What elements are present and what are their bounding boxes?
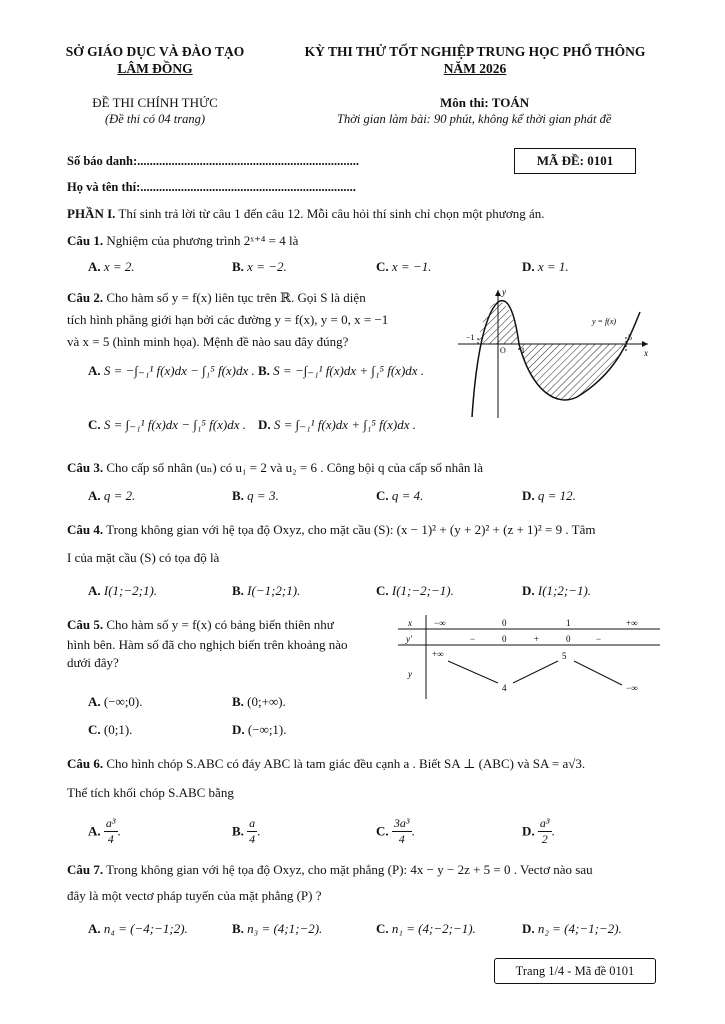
pages-note: (Đề thi có 04 trang): [105, 112, 205, 126]
q7-option-c[interactable]: C. n₁ = (4;−2;−1).: [376, 921, 476, 936]
q7-option-b[interactable]: B. n₃ = (4;1;−2).: [232, 921, 323, 936]
sign-zero-2: 0: [566, 634, 571, 644]
question-6: Câu 6. Cho hình chóp S.ABC có đáy ABC là tam giác đều cạnh a . Biết SA ⊥ (ABC) và SA = a√3.: [67, 756, 586, 771]
sign-3: −: [596, 634, 602, 644]
q6-option-c[interactable]: C. $\frac{\text{3a³}}{4}$ .: [376, 816, 415, 846]
question-7: Câu 7. Trong không gian với hệ tọa độ Oxyz, cho mặt phẳng (P): 4x − y − 2z + 5 = 0 . Vectơ nào sau: [67, 862, 593, 877]
q4-option-c[interactable]: C. I(1;−2;−1).: [376, 583, 454, 598]
q1-option-d[interactable]: D. x = 1.: [522, 259, 569, 274]
q6-option-b[interactable]: B. $\frac{a}{4}$ .: [232, 816, 261, 846]
x-axis-label: x: [644, 348, 648, 358]
tick-1: 1: [521, 346, 525, 355]
candidate-number: Số báo danh:.......................................................................: [67, 154, 360, 168]
sign-2: +: [534, 634, 540, 644]
q2-option-d[interactable]: D. S = ∫₋₁¹ f(x)dx + ∫₁⁵ f(x)dx .: [258, 417, 416, 432]
candidate-name: Họ và tên thí:.....................................................................: [67, 180, 356, 194]
x-val-neg-inf: −∞: [434, 618, 446, 628]
shaded-region-right: [519, 344, 626, 400]
variation-table: [398, 615, 660, 699]
question-2-line2: tích hình phẳng giới hạn bởi các đường y = f(x), y = 0, x = −1: [67, 312, 389, 327]
q4-option-b[interactable]: B. I(−1;2;1).: [232, 583, 301, 598]
q5-option-d[interactable]: D. (−∞;1).: [232, 722, 287, 737]
q5-option-a[interactable]: A. (−∞;0).: [88, 694, 143, 709]
q6-option-d[interactable]: D. $\frac{\text{a³}}{2}$ .: [522, 816, 555, 846]
time-note: Thời gian làm bài: 90 phút, không kể thời gian phát đề: [337, 112, 612, 126]
question-7-line2: đây là một vectơ pháp tuyến của mặt phẳng (P) ?: [67, 888, 322, 903]
q5-option-b[interactable]: B. (0;+∞).: [232, 694, 286, 709]
q1-option-c[interactable]: C. x = −1.: [376, 259, 432, 274]
sign-zero-1: 0: [502, 634, 507, 644]
q7-option-d[interactable]: D. n₂ = (4;−1;−2).: [522, 921, 622, 936]
exam-code-box: MÃ ĐỀ: 0101: [514, 148, 636, 174]
exam-title: KỲ THI THỬ TỐT NGHIỆP TRUNG HỌC PHỔ THÔNG: [304, 44, 646, 59]
q2-option-a[interactable]: A. S = −∫₋₁¹ f(x)dx − ∫₁⁵ f(x)dx .: [88, 363, 255, 378]
q6-option-a[interactable]: A. $\frac{\text{a³}}{4}$ .: [88, 816, 121, 846]
q7-option-a[interactable]: A. n₄ = (−4;−1;2).: [88, 921, 188, 936]
sign-1: −: [470, 634, 476, 644]
question-4-line2: I của mặt cầu (S) có tọa độ là: [67, 550, 220, 565]
question-5-line3: dưới đây?: [67, 655, 119, 670]
q5-option-c[interactable]: C. (0;1).: [88, 722, 133, 737]
q3-option-d[interactable]: D. q = 12.: [522, 488, 576, 503]
q3-option-b[interactable]: B. q = 3.: [232, 488, 279, 503]
y-val-neg-inf: −∞: [626, 683, 638, 693]
table-x-head: x: [408, 618, 412, 628]
tick-origin: O: [500, 346, 506, 355]
tick-minus1: −1: [466, 333, 475, 342]
q2-option-c[interactable]: C. S = ∫₋₁¹ f(x)dx − ∫₁⁵ f(x)dx .: [88, 417, 246, 432]
y-val-pos-inf: +∞: [432, 649, 444, 659]
q4-option-d[interactable]: D. I(1;2;−1).: [522, 583, 592, 598]
department-name: SỞ GIÁO DỤC VÀ ĐÀO TẠO: [65, 44, 245, 59]
subject: Môn thi: TOÁN: [440, 95, 530, 110]
page-footer: Trang 1/4 - Mã đề 0101: [494, 958, 656, 984]
y-axis-label: y: [502, 287, 506, 297]
question-6-line2: Thể tích khối chóp S.ABC bằng: [67, 785, 234, 800]
q1-option-b[interactable]: B. x = −2.: [232, 259, 287, 274]
part1-heading: PHẦN I. Thí sinh trả lời từ câu 1 đến câu 12. Mỗi câu hỏi thí sinh chỉ chọn một phương án.: [67, 206, 545, 221]
question-3: Câu 3. Cho cấp số nhân (uₙ) có u₁ = 2 và u₂ = 6 . Công bội q của cấp số nhân là: [67, 460, 484, 475]
q2-option-b[interactable]: B. S = −∫₋₁¹ f(x)dx + ∫₁⁵ f(x)dx .: [258, 363, 425, 378]
x-val-0: 0: [502, 618, 507, 628]
q3-option-a[interactable]: A. q = 2.: [88, 488, 136, 503]
table-yprime-head: y′: [406, 634, 412, 644]
q4-option-a[interactable]: A. I(1;−2;1).: [88, 583, 158, 598]
question-2: Câu 2. Cho hàm số y = f(x) liên tục trên ℝ. Gọi S là diện: [67, 290, 366, 305]
area-graph: [452, 282, 652, 422]
exam-year: NĂM 2026: [443, 61, 507, 76]
curve-label: y = f(x): [592, 317, 617, 326]
q3-option-c[interactable]: C. q = 4.: [376, 488, 424, 503]
y-val-5: 5: [562, 651, 567, 661]
table-y-head: y: [408, 669, 412, 679]
question-5-line2: hình bên. Hàm số đã cho nghịch biến trên khoảng nào: [67, 637, 348, 652]
department-province: LÂM ĐỒNG: [117, 61, 193, 76]
q1-option-a[interactable]: A. x = 2.: [88, 259, 135, 274]
question-2-line3: và x = 5 (hình minh họa). Mệnh đề nào sau đây đúng?: [67, 334, 349, 349]
y-val-4: 4: [502, 683, 507, 693]
tick-5: 5: [628, 333, 632, 342]
question-4: Câu 4. Trong không gian với hệ tọa độ Oxyz, cho mặt cầu (S): (x − 1)² + (y + 2)² + (z + 1)² = 9 . Tâm: [67, 522, 596, 537]
question-1: Câu 1. Nghiệm của phương trình 2ˣ⁺⁴ = 4 là: [67, 233, 299, 248]
shaded-region-left: [478, 302, 519, 344]
x-val-pos-inf: +∞: [626, 618, 638, 628]
x-val-1: 1: [566, 618, 571, 628]
official-label: ĐỀ THI CHÍNH THỨC: [92, 95, 218, 110]
question-5: Câu 5. Cho hàm số y = f(x) có bảng biến thiên như: [67, 617, 334, 632]
